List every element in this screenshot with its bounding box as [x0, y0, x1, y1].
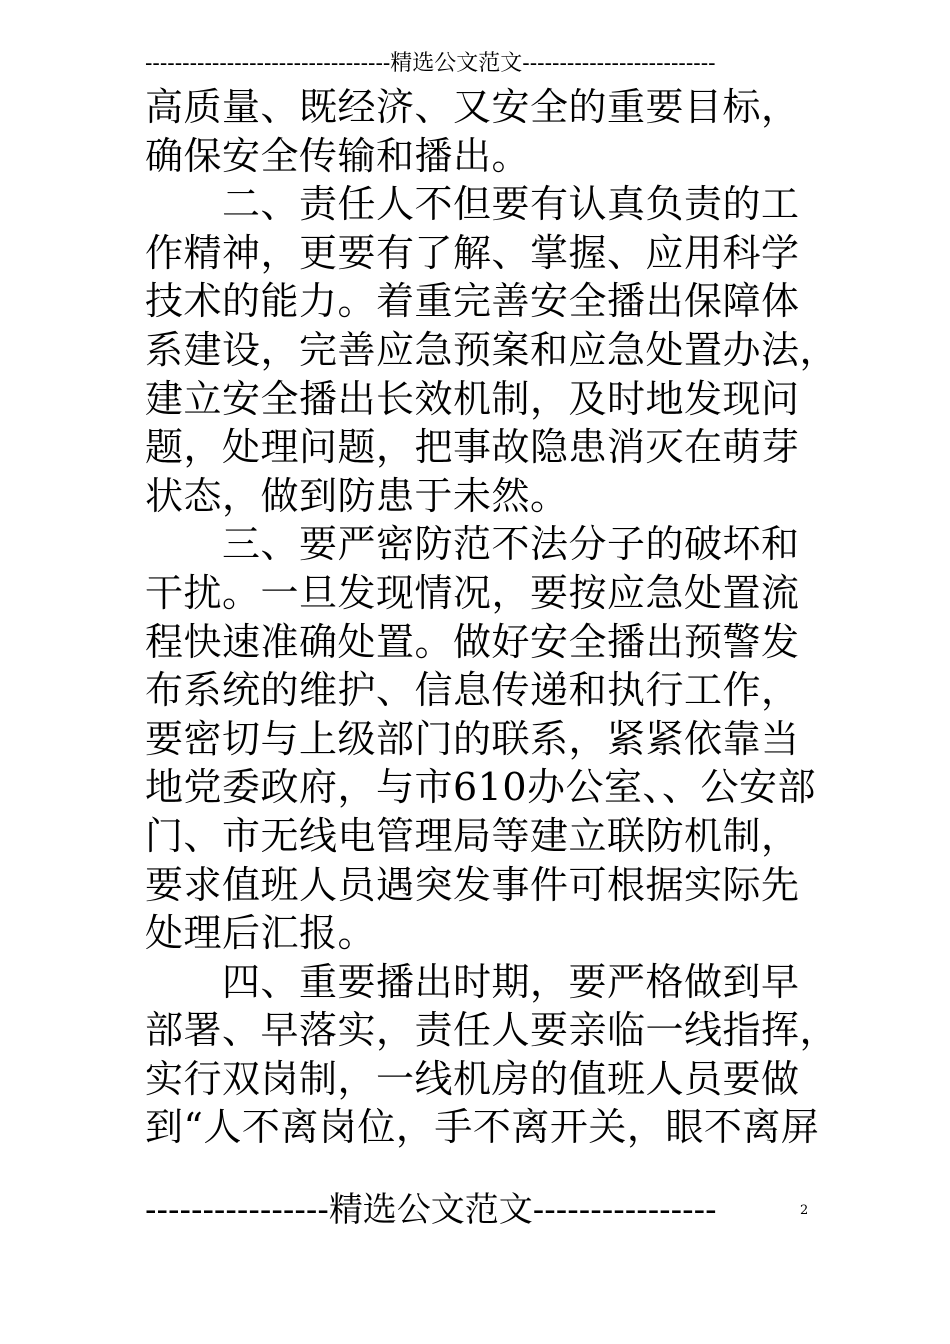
- text-line: 建立安全播出长效机制，及时地发现问: [145, 376, 800, 421]
- document-body: [145, 83, 839, 1152]
- text-line: 处理后汇报。: [145, 911, 377, 956]
- text-line: 到“人不离岗位，手不离开关，眼不离屏: [145, 1105, 820, 1150]
- page-number: 2: [800, 1203, 809, 1218]
- text-line: 要密切与上级部门的联系，紧紧依靠当: [145, 716, 800, 761]
- text-line: 确保安全传输和播出。: [145, 133, 531, 178]
- text-line: 部署、早落实，责任人要亲临一线指挥，: [145, 1008, 839, 1053]
- text-line: 三、要严密防范不法分子的破坏和: [145, 522, 800, 567]
- text-line: 四、重要播出时期，要严格做到早: [145, 959, 800, 1004]
- text-line: 地党委政府，与市610办公室、、公安部: [145, 765, 817, 810]
- text-line: 系建设，完善应急预案和应急处置办法，: [145, 327, 839, 372]
- text-line: 程快速准确处置。做好安全播出预警发: [145, 619, 800, 664]
- text-line: 状态，做到防患于未然。: [145, 473, 569, 518]
- page-footer: ----------------精选公文范文----------------: [145, 1190, 717, 1230]
- text-line: 干扰。一旦发现情况，要按应急处置流: [145, 570, 800, 615]
- text-line: 高质量、既经济、又安全的重要目标，: [145, 85, 800, 129]
- text-line: 门、市无线电管理局等建立联防机制，: [145, 813, 800, 858]
- text-line: 实行双岗制，一线机房的值班人员要做: [145, 1056, 800, 1101]
- text-line: 技术的能力。着重完善安全播出保障体: [145, 279, 800, 324]
- text-line: 二、责任人不但要有认真负责的工: [145, 182, 800, 227]
- text-line: 题，处理问题，把事故隐患消灭在萌芽: [145, 425, 800, 470]
- text-line: 布系统的维护、信息传递和执行工作，: [145, 668, 800, 713]
- text-line: 作精神，更要有了解、掌握、应用科学: [145, 230, 800, 275]
- text-line: 要求值班人员遇突发事件可根据实际先: [145, 862, 800, 907]
- page-header: ---------------------------------精选公文范文--------------------------: [145, 51, 716, 76]
